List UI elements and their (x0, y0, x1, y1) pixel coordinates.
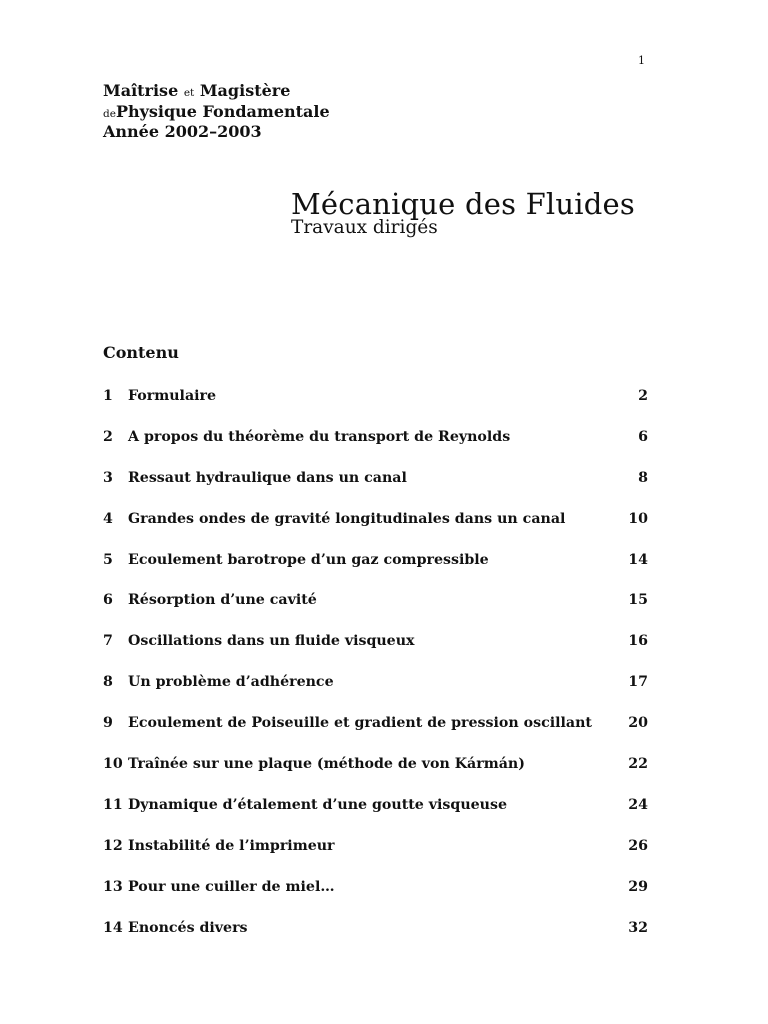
document-header (103, 82, 330, 141)
toc-entry-page: 8 (638, 469, 648, 486)
toc-entry[interactable] (103, 672, 648, 713)
header-line-1 (103, 82, 330, 103)
toc-entry-title: Grandes ondes de gravité longitudinales dans un canal (128, 510, 566, 527)
toc-entry-number: 4 (103, 510, 113, 527)
header-program: Physique Fondamentale (115, 101, 330, 121)
toc-entry-number: 6 (103, 592, 113, 609)
toc-entry[interactable] (103, 468, 648, 509)
title-block (291, 186, 635, 238)
toc-entry-title: Pour une cuiller de miel… (128, 878, 335, 895)
toc-entry-number: 10 (103, 756, 123, 773)
header-et: et (183, 87, 195, 99)
toc-entry-number: 11 (103, 796, 123, 813)
toc-entry-number: 14 (103, 919, 123, 936)
toc-entry[interactable] (103, 386, 648, 427)
toc-entry-number: 13 (103, 878, 123, 895)
toc-entry-title: Ecoulement barotrope d’un gaz compressible (128, 551, 489, 568)
header-de: de (103, 107, 116, 120)
toc-entry[interactable] (103, 877, 648, 918)
toc-entry-title: Résorption d’une cavité (128, 592, 317, 609)
document-title: Mécanique des Fluides (291, 187, 635, 221)
toc-entry-number: 2 (103, 428, 113, 445)
toc-entry-title: Enoncés divers (128, 919, 248, 936)
toc-entry-page: 24 (628, 796, 648, 813)
toc-entry-page: 16 (628, 633, 648, 650)
header-year: Année 2002–2003 (103, 122, 262, 141)
toc-entry-title: Dynamique d’étalement d’une goutte visqueuse (128, 796, 507, 813)
toc-entry-page: 6 (638, 428, 648, 445)
toc-entry-number: 3 (103, 469, 113, 486)
toc-entry[interactable] (103, 631, 648, 672)
toc-entry-title: A propos du théorème du transport de Reynolds (128, 428, 511, 445)
toc-entry-title: Ressaut hydraulique dans un canal (128, 469, 407, 486)
toc-entry-title: Instabilité de l’imprimeur (128, 837, 335, 854)
toc-entry[interactable] (103, 509, 648, 550)
toc-entry-page: 26 (628, 837, 648, 854)
header-magistere: Magistère (199, 81, 291, 100)
toc-entry-number: 12 (103, 837, 123, 854)
toc-entry-page: 22 (628, 756, 648, 773)
toc-entry-number: 7 (103, 633, 113, 650)
toc-entry[interactable] (103, 713, 648, 754)
header-maitrise: Maîtrise (103, 81, 179, 100)
toc-entry-number: 8 (103, 674, 113, 691)
toc-entry-page: 29 (628, 878, 648, 895)
toc-entry[interactable] (103, 754, 648, 795)
toc-entry-page: 10 (628, 510, 648, 527)
page-number: 1 (638, 54, 645, 67)
toc-entry-title: Un problème d’adhérence (128, 674, 334, 691)
toc-entry-number: 5 (103, 551, 113, 568)
toc-entry-number: 9 (103, 715, 113, 732)
toc-entry-page: 15 (628, 592, 648, 609)
toc-entry[interactable] (103, 590, 648, 631)
toc-entry-title: Ecoulement de Poiseuille et gradient de pression oscillant (128, 715, 592, 732)
toc-entry-title: Traînée sur une plaque (méthode de von Kármán) (128, 756, 525, 773)
toc-entry-page: 32 (628, 919, 648, 936)
header-line-2 (103, 103, 330, 124)
toc-entry-page: 20 (628, 715, 648, 732)
toc-entry-title: Oscillations dans un fluide visqueux (128, 633, 415, 650)
toc-entry-page: 17 (628, 674, 648, 691)
toc-entry-page: 14 (628, 551, 648, 568)
toc-entry-number: 1 (103, 388, 113, 404)
toc-entry-title: Formulaire (128, 388, 217, 404)
table-of-contents (103, 386, 648, 958)
toc-entry[interactable] (103, 918, 648, 959)
toc-entry[interactable] (103, 795, 648, 836)
toc-entry[interactable] (103, 427, 648, 468)
document-subtitle: Travaux dirigés (291, 217, 438, 238)
toc-heading: Contenu (103, 343, 179, 362)
toc-entry[interactable] (103, 836, 648, 877)
toc-entry[interactable] (103, 550, 648, 591)
toc-entry-page: 2 (638, 388, 648, 404)
